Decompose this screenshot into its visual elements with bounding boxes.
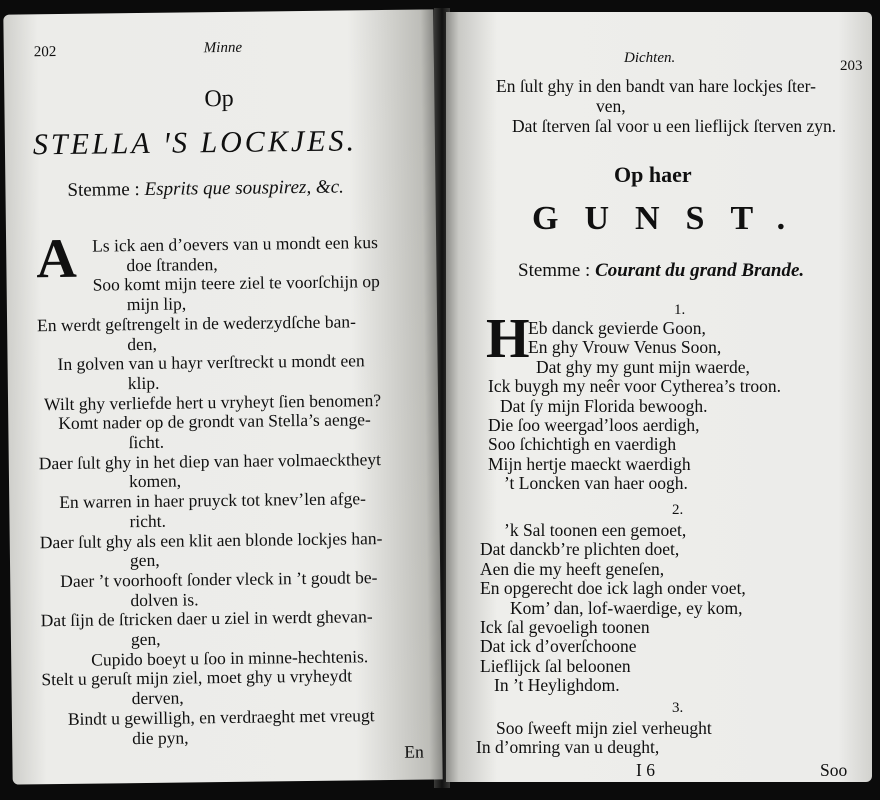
poem-line: Daer ſult ghy in het diep van haer volmaecktheyt [38, 448, 381, 473]
poem-title-right: GUNST. [532, 200, 812, 237]
poem-line: mijn lip, [126, 293, 187, 315]
poem-line: den, [127, 333, 158, 354]
poem-line: komen, [128, 470, 182, 492]
poem-line: gen, [129, 549, 160, 571]
poem-line: Soo ſweeft mijn ziel verheught [496, 718, 712, 738]
poem-line: En ſult ghy in den bandt van hare lockjes ſter- [496, 76, 816, 96]
tune-name-left: Esprits que souspirez, &c. [144, 176, 344, 200]
running-head-left: Minne [203, 39, 243, 57]
poem-title-left: STELLA ꞌS LOCKJES. [32, 124, 358, 162]
poem-line: En werdt geſtrengelt in de wederzydſche ban- [36, 311, 356, 336]
tune-name-right: Courant du grand Brande. [595, 260, 805, 281]
tune-label-right: Stemme : [518, 260, 591, 281]
poem-line: Kom’ dan, lof-waerdige, ey kom, [510, 597, 743, 618]
stanza-number-1: 1. [674, 302, 686, 318]
tune-label-left: Stemme : [67, 179, 140, 201]
poem-line: Ick ſal gevoeligh toonen [480, 617, 650, 637]
poem-line: Bindt u gewilligh, en verdraeght met vreugt [67, 704, 375, 729]
page-number-right: 203 [840, 58, 863, 74]
poem-line: Ls ick aen d’oevers van u mondt een kus [92, 232, 379, 256]
poem-line: ſicht. [128, 431, 165, 453]
poem-line: Daer ſult ghy als een klit aen blonde lockjes han- [39, 527, 383, 552]
signature-mark: I 6 [636, 760, 655, 780]
poem-line: Soo komt mijn teere ziel te voorſchijn op [92, 271, 380, 295]
poem-line: Dat ſijn de ſtricken daer u ziel in werdt ghevan- [40, 606, 373, 631]
drop-cap-right: H [486, 308, 530, 370]
poem-line: ’k Sal toonen een gemoet, [504, 520, 687, 540]
poem-line: En ghy Vrouw Venus Soon, [528, 337, 722, 358]
tune-indication-left [67, 177, 344, 202]
poem-line: ven, [596, 96, 626, 116]
left-page [3, 9, 442, 784]
right-page [446, 12, 872, 782]
poem-line: derven, [131, 687, 184, 709]
poem-line: die pyn, [132, 726, 189, 748]
poem-line: Stelt u geruſt mijn ziel, moet ghy u vryheydt [41, 665, 353, 690]
poem-line: Aen die my heeft geneſen, [480, 558, 665, 579]
running-head-right: Dichten. [624, 50, 676, 66]
poem-line: Dat danckb’re plichten doet, [480, 539, 680, 560]
poem-line: Daer ’t voorhooft ſonder vleck in ’t goudt be- [60, 567, 378, 591]
poem-line: Wilt ghy verliefde hert u vryheyt ſien benomen? [43, 389, 382, 414]
poem-line: doe ſtranden, [126, 253, 218, 275]
poem-heading-small-right: Op haer [614, 162, 692, 187]
poem-line: Lieflijck ſal beloonen [480, 655, 631, 676]
page-number-left: 202 [33, 44, 57, 61]
poem-line: Dat ſy mijn Florida bewoogh. [500, 395, 708, 416]
tune-indication-right [518, 260, 804, 282]
poem-heading-small-left: Op [204, 85, 234, 113]
poem-line: Ick buygh my neêr voor Cytherea’s troon. [488, 376, 782, 397]
poem-line: Die ſoo weergad’loos aerdigh, [488, 415, 700, 435]
poem-line: En warren in haer pruyck tot knev’len afge- [59, 488, 366, 513]
poem-line: Eb danck gevierde Goon, [528, 318, 706, 338]
stanza-number-2: 2. [672, 502, 684, 518]
catchword-right: Soo [820, 760, 848, 780]
poem-line: Soo ſchichtigh en vaerdigh [488, 434, 677, 455]
poem-line: dolven is. [130, 588, 199, 610]
poem-line: In d’omring van u deught, [476, 737, 660, 758]
poem-line: ’t Loncken van haer oogh. [504, 473, 688, 494]
poem-line: Mijn hertje maeckt waerdigh [488, 453, 691, 474]
stanza-number-3: 3. [672, 700, 684, 716]
poem-line: Dat ſterven ſal voor u een lieflijck ſterven zyn. [512, 116, 837, 136]
poem-line: Komt nader op de grondt van Stella’s aenge- [58, 409, 371, 434]
poem-line: Dat ick d’overſchoone [480, 636, 637, 657]
poem-line: Cupido boeyt u ſoo in minne-hechtenis. [91, 645, 369, 670]
poem-line: In ’t Heylighdom. [494, 675, 620, 696]
poem-line: richt. [129, 510, 167, 531]
poem-line: klip. [127, 372, 160, 394]
poem-line: gen, [130, 628, 161, 650]
drop-cap-left: A [35, 227, 78, 291]
poem-line: Dat ghy my gunt mijn waerde, [536, 356, 750, 377]
poem-line: In golven van u hayr verſtreckt u mondt een [57, 350, 365, 375]
poem-line: En opgerecht doe ick lagh onder voet, [480, 578, 746, 599]
catchword-left: En [404, 741, 424, 762]
